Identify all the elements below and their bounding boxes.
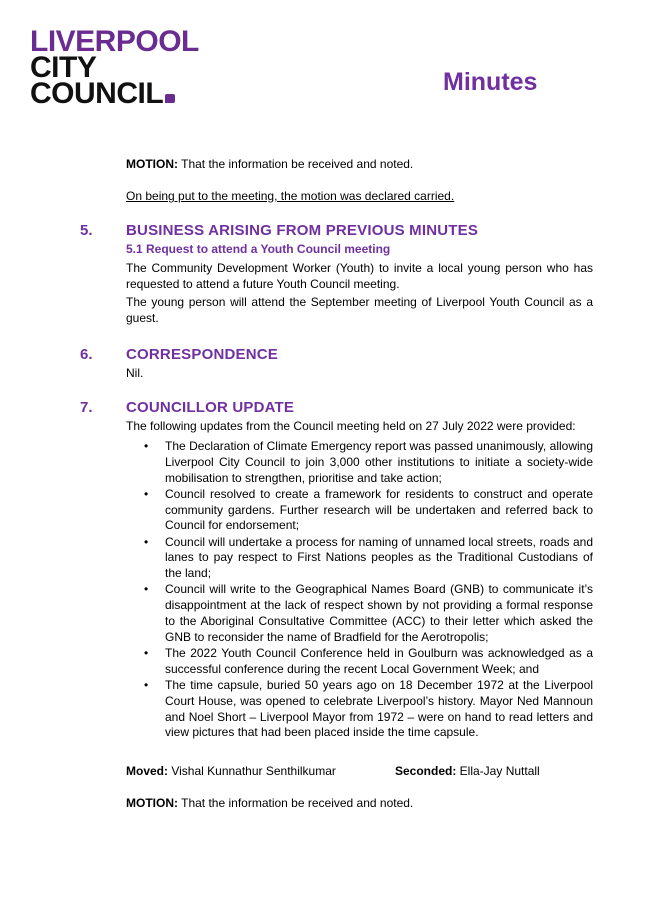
list-item <box>126 646 593 678</box>
list-item <box>126 487 593 534</box>
section-6-title: CORRESPONDENCE <box>126 346 278 363</box>
motion-text: That the information be received and noted. <box>178 157 414 171</box>
list-item-text: The Declaration of Climate Emergency report was passed unanimously, allowing Liverpool City Council to join 3,000 other institutions to initiate a society-wide mobilisation to strengthen, prioritise and take action; <box>165 439 593 485</box>
section-5-paragraph-2: The young person will attend the September meeting of Liverpool Youth Council as a guest. <box>126 295 593 325</box>
motion-statement-2 <box>126 796 593 812</box>
councillor-update-list <box>126 439 593 741</box>
motion-statement-1 <box>126 157 593 173</box>
logo-mark-icon <box>165 94 175 103</box>
motion-label: MOTION: <box>126 796 178 810</box>
section-6-text: Nil. <box>126 366 144 380</box>
document-title: Minutes <box>443 68 538 96</box>
logo-line-council <box>30 77 199 110</box>
list-item <box>126 678 593 741</box>
seconded-label: Seconded: <box>395 764 457 778</box>
list-item-text: Council resolved to create a framework for residents to construct and operate community gardens. Further research will be undertaken and referred back to Council for endorsement; <box>165 486 593 533</box>
section-7-intro: The following updates from the Council meeting held on 27 July 2022 were provided: <box>126 419 576 433</box>
section-5-1-subheading: 5.1 Request to attend a Youth Council meeting <box>126 242 391 256</box>
logo-line-city: CITY <box>30 51 97 84</box>
motion-carried-text: On being put to the meeting, the motion was declared carried. <box>126 189 455 203</box>
section-5-paragraph-1: The Community Development Worker (Youth) to invite a local young person who has requested to attend a future Youth Council meeting. <box>126 261 593 291</box>
section-5-title: BUSINESS ARISING FROM PREVIOUS MINUTES <box>126 222 479 239</box>
bullet-icon: • <box>144 677 149 692</box>
seconded-by <box>395 764 595 780</box>
list-item <box>126 535 593 582</box>
bullet-icon: • <box>144 534 149 549</box>
moved-name: Vishal Kunnathur Senthilkumar <box>168 764 336 778</box>
moved-label: Moved: <box>126 764 168 778</box>
bullet-icon: • <box>144 645 149 660</box>
seconded-name: Ella-Jay Nuttall <box>456 764 540 778</box>
list-item <box>126 439 593 486</box>
bullet-icon: • <box>144 582 149 597</box>
motion-carried <box>126 189 593 205</box>
logo-council-text: COUNCIL <box>30 77 164 110</box>
list-item-text: Council will undertake a process for naming of unnamed local streets, roads and lanes to pay respect to First Nations peoples as the Traditional Custodians of the land; <box>165 534 593 581</box>
section-7-title: COUNCILLOR UPDATE <box>126 399 295 416</box>
list-item-text: Council will write to the Geographical Names Board (GNB) to communicate it’s disappointment at the lack of respect shown by not providing a formal response to the Aboriginal Consultative Committee (ACC) to their letter which asked the GNB to reconsider the name of Bradfield for the Aerotropolis; <box>165 582 593 644</box>
section-7-number: 7. <box>80 399 93 416</box>
bullet-icon: • <box>144 439 149 453</box>
section-6-number: 6. <box>80 346 93 363</box>
list-item-text: The 2022 Youth Council Conference held in Goulburn was acknowledged as a successful conference during the recent Local Government Week; and <box>165 645 593 676</box>
motion-label: MOTION: <box>126 157 178 171</box>
section-5-number: 5. <box>80 222 93 239</box>
motion-text: That the information be received and noted. <box>178 796 414 810</box>
logo-line-liverpool: LIVERPOOL <box>30 25 199 58</box>
bullet-icon: • <box>144 486 149 501</box>
council-logo <box>30 25 199 110</box>
list-item <box>126 582 593 645</box>
list-item-text: The time capsule, buried 50 years ago on 18 December 1972 at the Liverpool Court House, was opened to celebrate Liverpool’s history. Mayor Ned Mannoun and Noel Short – Liverpool Mayor from 1972 – were on hand to read letters and view pictures that had been placed inside the time capsule. <box>165 677 593 740</box>
